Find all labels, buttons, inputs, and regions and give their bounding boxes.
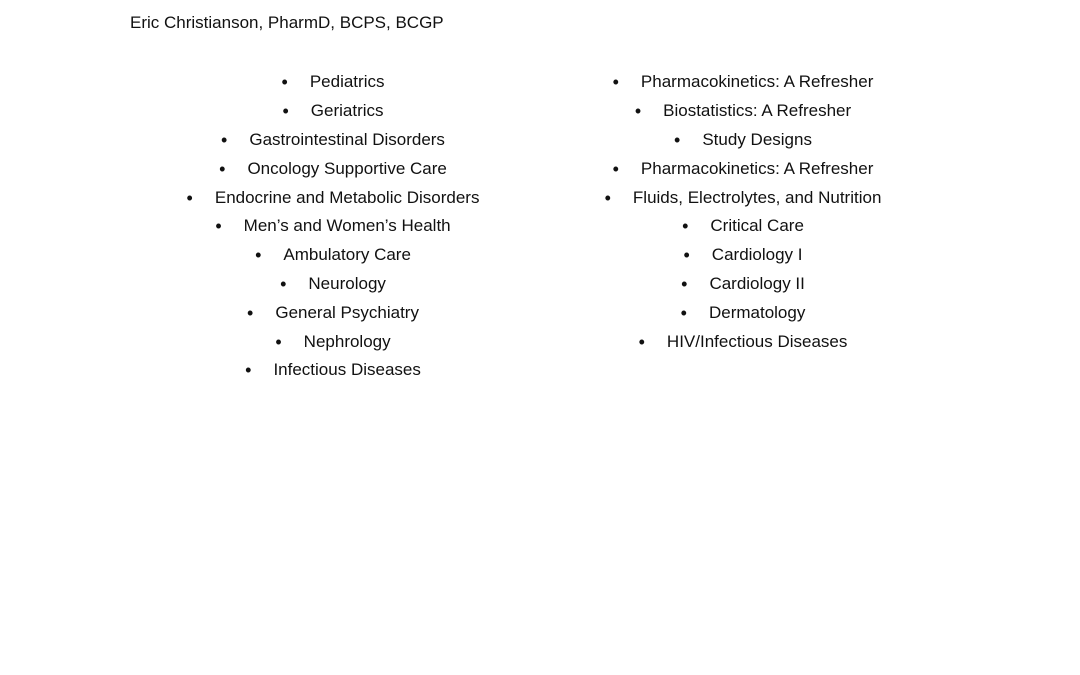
topic-label: Study Designs [702,129,812,149]
list-item [133,327,533,356]
list-item [133,298,533,327]
list-item [543,212,943,241]
topic-label: Oncology Supportive Care [247,158,447,178]
list-item [543,68,943,97]
bullet-icon: • [280,273,287,294]
right-topic-list [543,68,943,356]
topic-label: Infectious Diseases [273,360,421,380]
topic-label: Cardiology I [711,245,803,265]
bullet-icon: • [219,158,226,179]
bullet-icon: • [247,302,254,323]
topic-label: Men’s and Women’s Health [243,216,451,236]
list-item [543,327,943,356]
list-item [133,154,533,183]
list-item [133,97,533,126]
topic-label: Dermatology [708,302,806,322]
topic-label: Neurology [308,273,386,293]
list-item [543,241,943,270]
bullet-icon: • [282,101,289,122]
topic-label: HIV/Infectious Diseases [666,331,848,351]
bullet-icon: • [604,187,611,208]
list-item [543,270,943,299]
bullet-icon: • [682,216,689,237]
topic-label: Endocrine and Metabolic Disorders [214,187,480,207]
bullet-icon: • [186,187,193,208]
bullet-icon: • [638,331,645,352]
list-item [543,154,943,183]
bullet-icon: • [275,331,282,352]
topic-label: Geriatrics [310,101,384,121]
list-item [543,298,943,327]
list-item [543,97,943,126]
bullet-icon: • [674,129,681,150]
bullet-icon: • [612,158,619,179]
bullet-icon: • [215,216,222,237]
bullet-icon: • [634,101,642,122]
bullet-icon: • [281,72,288,93]
list-item [133,212,533,241]
topic-label: Biostatistics: A Refresher [663,101,852,121]
list-item [133,68,533,97]
bullet-icon: • [680,302,687,323]
topic-label: Pharmacokinetics: A Refresher [640,72,874,92]
topic-label: Cardiology II [709,273,805,293]
topic-label: Pharmacokinetics: A Refresher [640,158,874,178]
list-item [133,183,533,212]
list-item [133,241,533,270]
topic-label: Critical Care [710,216,804,236]
topic-label: Gastrointestinal Disorders [249,129,445,149]
topic-label: Pediatrics [309,72,385,92]
bullet-icon: • [683,245,690,266]
bullet-icon: • [681,273,688,294]
topic-label: General Psychiatry [275,302,419,322]
list-item [543,183,943,212]
topic-label: Ambulatory Care [283,245,411,265]
topic-label: Nephrology [303,331,391,351]
author-line: Eric Christianson, PharmD, BCPS, BCGP [130,13,444,32]
list-item [133,356,533,385]
list-item [133,126,533,155]
left-topic-list [133,68,533,385]
bullet-icon: • [245,360,252,381]
bullet-icon: • [221,129,228,150]
bullet-icon: • [612,72,619,93]
topic-label: Fluids, Electrolytes, and Nutrition [632,187,882,207]
list-item [543,126,943,155]
bullet-icon: • [255,245,262,266]
list-item [133,270,533,299]
